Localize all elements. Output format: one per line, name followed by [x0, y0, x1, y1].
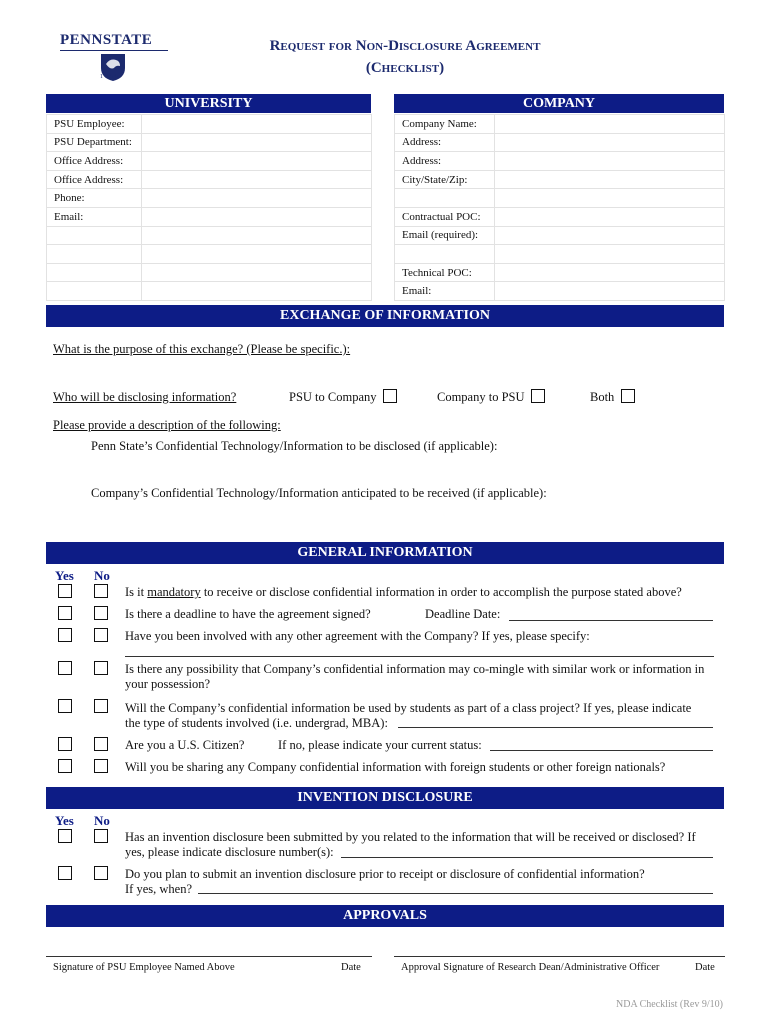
purpose-question: What is the purpose of this exchange? (Please be specific.): [53, 342, 351, 356]
logo-year: 1855 [100, 74, 120, 80]
company-header: COMPANY [394, 94, 724, 113]
dean-signature-label: Approval Signature of Research Dean/Administrative Officer [401, 962, 660, 973]
approvals-header: APPROVALS [46, 905, 724, 927]
inv-q1-line-1: Has an invention disclosure been submitted by you related to the information that will be received or disclosed? If [125, 830, 696, 844]
company-row [395, 170, 725, 189]
question-mandatory [125, 585, 682, 600]
field-input[interactable] [142, 152, 372, 171]
field-input[interactable] [142, 245, 372, 264]
company-row [395, 152, 725, 171]
dean-signature-line[interactable] [394, 942, 725, 957]
inv-q1-line-2: yes, please indicate disclosure number(s): [125, 845, 334, 859]
question-citizen: Are you a U.S. Citizen? [125, 738, 245, 752]
yes-column-label: Yes [55, 813, 74, 828]
field-input[interactable] [142, 263, 372, 282]
question-other-agreement: Have you been involved with any other agreement with the Company? If yes, please specify: [125, 629, 590, 643]
field-label: PSU Employee: [47, 115, 142, 134]
company-row [395, 245, 725, 264]
footer-revision: NDA Checklist (Rev 9/10) [616, 999, 723, 1010]
who-discloses-question: Who will be disclosing information? [53, 390, 237, 404]
page-title [240, 35, 570, 79]
company-info-prompt: Company’s Confidential Technology/Information anticipated to be received (if applicable): [91, 486, 547, 500]
company-row [395, 263, 725, 282]
university-row [47, 152, 372, 171]
field-input[interactable] [142, 226, 372, 245]
field-input[interactable] [142, 282, 372, 301]
description-prompt: Please provide a description of the following: [53, 418, 281, 432]
field-input[interactable] [142, 133, 372, 152]
field-label: Contractual POC: [395, 207, 495, 226]
yes-checkbox[interactable] [58, 606, 72, 620]
field-input[interactable] [495, 189, 725, 208]
other-agreement-field[interactable] [125, 643, 714, 657]
university-row [47, 226, 372, 245]
no-checkbox[interactable] [94, 866, 108, 880]
inv-q2-line-2: If yes, when? [125, 882, 192, 896]
yes-checkbox[interactable] [58, 866, 72, 880]
field-input[interactable] [142, 115, 372, 134]
invention-header: INVENTION DISCLOSURE [46, 787, 724, 809]
yes-checkbox[interactable] [58, 661, 72, 675]
university-row [47, 170, 372, 189]
no-checkbox[interactable] [94, 661, 108, 675]
yes-checkbox[interactable] [58, 584, 72, 598]
yes-checkbox[interactable] [58, 628, 72, 642]
no-checkbox[interactable] [94, 606, 108, 620]
university-row [47, 115, 372, 134]
no-checkbox[interactable] [94, 699, 108, 713]
company-row [395, 282, 725, 301]
field-label [47, 245, 142, 264]
option-both-label: Both [590, 390, 615, 404]
field-input[interactable] [495, 170, 725, 189]
title-line-1: Request for Non-Disclosure Agreement [269, 38, 541, 54]
yes-checkbox[interactable] [58, 759, 72, 773]
field-label: Address: [395, 152, 495, 171]
field-label: Company Name: [395, 115, 495, 134]
q1-pre: Is it [125, 585, 148, 599]
field-label [395, 245, 495, 264]
psu-date-label: Date [341, 962, 361, 973]
field-input[interactable] [495, 282, 725, 301]
field-label: Email (required): [395, 226, 495, 245]
field-input[interactable] [495, 226, 725, 245]
no-checkbox[interactable] [94, 759, 108, 773]
option-psu-to-company-label: PSU to Company [289, 390, 377, 404]
field-label: Office Address: [47, 170, 142, 189]
field-label: PSU Department: [47, 133, 142, 152]
field-label [47, 282, 142, 301]
university-row [47, 207, 372, 226]
psu-info-prompt: Penn State’s Confidential Technology/Information to be disclosed (if applicable): [91, 439, 498, 453]
field-input[interactable] [142, 207, 372, 226]
option-psu-to-company-checkbox[interactable] [383, 389, 397, 403]
field-label: Technical POC: [395, 263, 495, 282]
university-header: UNIVERSITY [46, 94, 371, 113]
field-input[interactable] [142, 189, 372, 208]
field-label [47, 226, 142, 245]
penn-state-logo [60, 32, 172, 84]
field-label: Address: [395, 133, 495, 152]
field-input[interactable] [495, 263, 725, 282]
no-checkbox[interactable] [94, 584, 108, 598]
q5-line-1: Will the Company’s confidential information be used by students as part of a class project? If yes, please indicate [125, 701, 692, 715]
university-row [47, 133, 372, 152]
citizen-status-field[interactable] [490, 737, 713, 751]
university-row [47, 245, 372, 264]
field-input[interactable] [495, 115, 725, 134]
inv-q2-line-1: Do you plan to submit an invention disclosure prior to receipt or disclosure of confidential information? [125, 867, 645, 881]
q1-post: to receive or disclose confidential information in order to accomplish the purpose stated above? [200, 585, 682, 599]
no-column-label: No [94, 813, 110, 828]
company-row [395, 207, 725, 226]
field-label: Email: [47, 207, 142, 226]
q5-line-2: the type of students involved (i.e. undergrad, MBA): [125, 716, 388, 730]
option-company-to-psu-label: Company to PSU [437, 390, 525, 404]
field-input[interactable] [495, 245, 725, 264]
field-input[interactable] [495, 207, 725, 226]
field-input[interactable] [142, 170, 372, 189]
logo-wordmark: PENNSTATE [60, 32, 153, 48]
deadline-date-label: Deadline Date: [425, 607, 501, 621]
question-deadline: Is there a deadline to have the agreement signed? [125, 607, 371, 621]
no-checkbox[interactable] [94, 628, 108, 642]
question-co-mingle [125, 662, 704, 692]
no-checkbox[interactable] [94, 829, 108, 843]
general-header: GENERAL INFORMATION [46, 542, 724, 564]
field-label: Email: [395, 282, 495, 301]
field-label [395, 189, 495, 208]
company-row [395, 115, 725, 134]
q4-line-1: Is there any possibility that Company’s confidential information may co-mingle with similar work or information in [125, 662, 705, 676]
company-row [395, 133, 725, 152]
dean-date-label: Date [695, 962, 715, 973]
university-row [47, 189, 372, 208]
disclosure-number-field[interactable] [341, 844, 713, 858]
company-row [395, 189, 725, 208]
no-column-label: No [94, 568, 110, 583]
university-table [46, 114, 372, 301]
q4-line-2: your possession? [125, 677, 211, 691]
field-input[interactable] [495, 133, 725, 152]
option-both-checkbox[interactable] [621, 389, 635, 403]
q1-underlined: mandatory [147, 585, 201, 599]
psu-signature-line[interactable] [46, 942, 372, 957]
exchange-header: EXCHANGE OF INFORMATION [46, 305, 724, 327]
no-checkbox[interactable] [94, 737, 108, 751]
citizen-status-label: If no, please indicate your current status: [278, 738, 482, 752]
company-row [395, 226, 725, 245]
field-label [47, 263, 142, 282]
deadline-date-field[interactable] [509, 606, 713, 621]
field-label: Office Address: [47, 152, 142, 171]
option-company-to-psu-checkbox[interactable] [531, 389, 545, 403]
title-line-2: (Checklist) [365, 60, 445, 76]
invention-when-field[interactable] [198, 880, 713, 894]
psu-signature-label: Signature of PSU Employee Named Above [53, 962, 235, 973]
yes-checkbox[interactable] [58, 829, 72, 843]
student-type-field[interactable] [398, 714, 713, 728]
field-input[interactable] [495, 152, 725, 171]
yes-column-label: Yes [55, 568, 74, 583]
yes-checkbox[interactable] [58, 737, 72, 751]
question-foreign-nationals: Will you be sharing any Company confidential information with foreign students or other foreign nationals? [125, 760, 666, 774]
university-row [47, 282, 372, 301]
company-table [394, 114, 725, 301]
university-row [47, 263, 372, 282]
field-label: Phone: [47, 189, 142, 208]
field-label: City/State/Zip: [395, 170, 495, 189]
yes-checkbox[interactable] [58, 699, 72, 713]
logo-underline [60, 50, 168, 51]
